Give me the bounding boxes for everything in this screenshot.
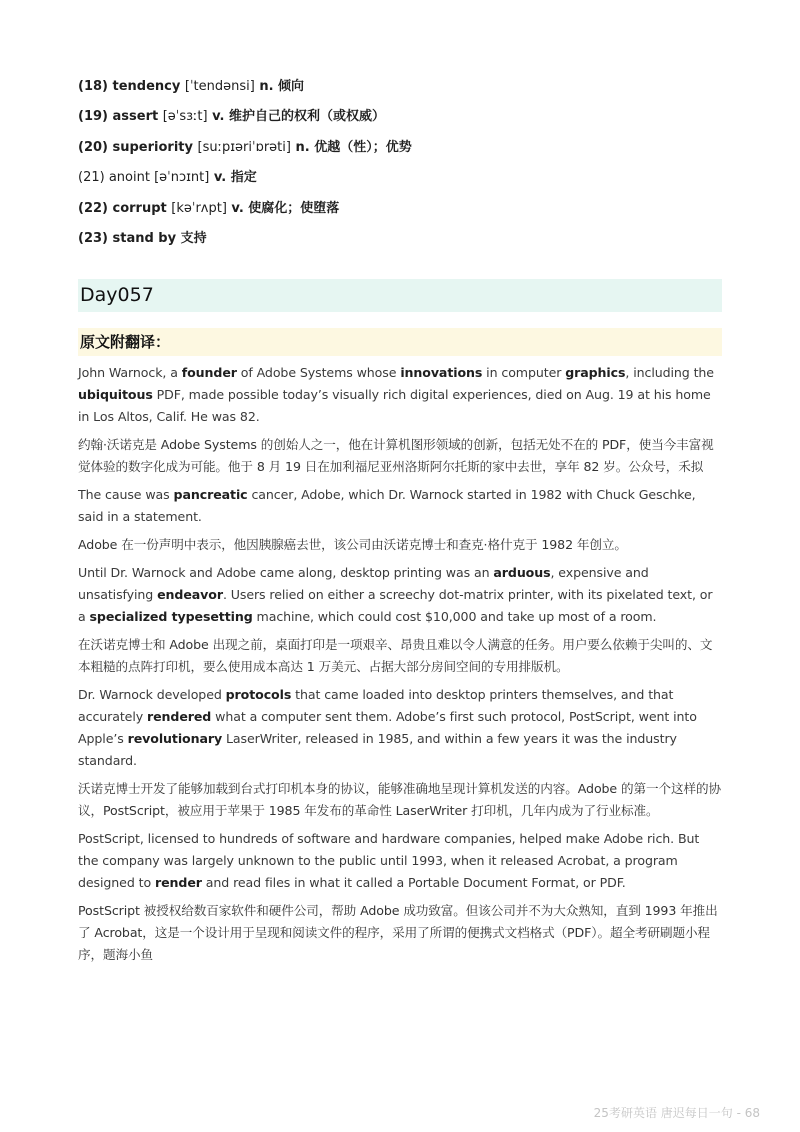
- vocab-word: (19) assert: [78, 109, 163, 125]
- section-heading: 原文附翻译：: [78, 328, 722, 356]
- vocab-definition: n. 倾向: [254, 79, 305, 94]
- day-heading: Day057: [78, 279, 722, 312]
- vocab-phonetic: [kəˈrʌpt]: [171, 200, 227, 216]
- vocab-phonetic: [əˈnɔɪnt]: [154, 170, 210, 186]
- text-run: PostScript 被授权给数百家软件和硬件公司，帮助 Adobe 成功致富。但该公司并不为大众熟知，直到 1993 年推出了 Acrobat，这是一个设计用于呈现和阅读文件的程序，采用了所谓的便携式文档格式（PDF）。超全考研刷题小程序，题海小鱼: [78, 903, 718, 963]
- text-run: Until Dr. Warnock and Adobe came along, desktop printing was an: [78, 565, 494, 581]
- english-paragraph: [78, 362, 722, 428]
- vocab-definition: n. 优越（性）；优势: [290, 139, 412, 155]
- text-run: , expensive and unsatisfying: [78, 565, 649, 603]
- text-run: Adobe 在一份声明中表示，他因胰腺癌去世，该公司由沃诺克博士和查克·格什克于 1982 年创立。: [78, 537, 627, 553]
- text-run: PostScript, licensed to hundreds of software and hardware companies, helped make Adobe rich. But the company was largely unknown to the public until 1993, when it released Acrobat, a program designed to: [78, 831, 700, 891]
- keyword: endeavor: [157, 587, 223, 603]
- vocab-item: [78, 200, 722, 230]
- vocab-item: [78, 230, 722, 260]
- text-run: PDF, made possible today’s visually rich digital experiences, died on Aug. 19 at his home in Los Altos, Calif. He was 82.: [78, 387, 711, 425]
- text-run: machine, which could cost $10,000 and take up most of a room.: [252, 609, 657, 625]
- chinese-translation: [78, 434, 722, 478]
- keyword: specialized typesetting: [89, 609, 253, 625]
- vocab-word: (22) corrupt: [78, 200, 172, 216]
- text-run: 沃诺克博士开发了能够加载到台式打印机本身的协议，能够准确地呈现计算机发送的内容。Adobe 的第一个这样的协议，PostScript，被应用于苹果于 1985 年发布的革命性 LaserWriter 打印机，几年内成为了行业标准。: [78, 781, 721, 819]
- text-run: The cause was: [78, 487, 174, 503]
- text-run: Dr. Warnock developed: [78, 687, 226, 703]
- english-paragraph: [78, 828, 722, 894]
- english-paragraph: [78, 484, 722, 528]
- vocab-word: (18) tendency: [78, 79, 185, 94]
- keyword: ubiquitous: [78, 387, 153, 403]
- vocab-phonetic: [əˈsɜːt]: [162, 109, 208, 125]
- text-run: . Users relied on either a screechy dot-matrix printer, with its pixelated text, or a: [78, 587, 713, 625]
- keyword: revolutionary: [127, 731, 223, 747]
- chinese-translation: [78, 900, 722, 966]
- keyword: protocols: [225, 687, 292, 703]
- vocab-definition: v. 指定: [209, 170, 257, 186]
- text-run: what a computer sent them. Adobe’s first such protocol, PostScript, went into Apple’s: [78, 709, 697, 747]
- vocab-item: [78, 169, 722, 199]
- vocab-word: (21) anoint: [78, 170, 155, 186]
- vocab-item: [78, 108, 722, 138]
- vocab-phonetic: [suːpɪəriˈɒrəti]: [197, 139, 291, 155]
- vocab-phonetic: [ˈtendənsi]: [184, 79, 255, 94]
- keyword: innovations: [400, 365, 483, 381]
- vocab-definition: 支持: [180, 230, 207, 246]
- text-run: of Adobe Systems whose: [236, 365, 401, 381]
- keyword: render: [154, 875, 202, 891]
- vocab-definition: v. 使腐化；使堕落: [226, 200, 340, 216]
- english-paragraph: [78, 684, 722, 772]
- article-body: [78, 362, 722, 966]
- keyword: arduous: [493, 565, 551, 581]
- vocabulary-list: [78, 78, 722, 260]
- text-run: John Warnock, a: [78, 365, 182, 381]
- text-run: 约翰·沃诺克是 Adobe Systems 的创始人之一，他在计算机图形领域的创新，包括无处不在的 PDF，使当今丰富视觉体验的数字化成为可能。他于 8 月 19 日在加利福尼亚州洛斯阿尔托斯的家中去世，享年 82 岁。公众号，禾拟: [78, 437, 714, 475]
- keyword: pancreatic: [173, 487, 248, 503]
- vocab-word: (20) superiority: [78, 139, 198, 155]
- vocab-definition: v. 维护自己的权利（或权威）: [207, 109, 386, 125]
- text-run: in computer: [482, 365, 566, 381]
- keyword: founder: [181, 365, 237, 381]
- vocab-item: [78, 139, 722, 169]
- keyword: rendered: [146, 709, 212, 725]
- text-run: 在沃诺克博士和 Adobe 出现之前，桌面打印是一项艰辛、昂贵且难以令人满意的任务。用户要么依赖于尖叫的、文本粗糙的点阵打印机，要么使用成本高达 1 万美元、占据大部分房间空间的专用排版机。: [78, 637, 713, 675]
- document-page: [78, 78, 722, 966]
- english-paragraph: [78, 562, 722, 628]
- page-footer: 25考研英语 唐迟每日一句 - 68: [593, 1106, 760, 1120]
- text-run: , including the: [625, 365, 714, 381]
- keyword: graphics: [565, 365, 626, 381]
- chinese-translation: [78, 634, 722, 678]
- text-run: cancer, Adobe, which Dr. Warnock started in 1982 with Chuck Geschke, said in a statement.: [78, 487, 696, 525]
- text-run: that came loaded into desktop printers themselves, and that accurately: [78, 687, 674, 725]
- text-run: and read files in what it called a Portable Document Format, or PDF.: [201, 875, 626, 891]
- chinese-translation: [78, 534, 722, 556]
- vocab-word: (23) stand by: [78, 230, 181, 246]
- text-run: LaserWriter, released in 1985, and within a few years it was the industry standard.: [78, 731, 677, 769]
- chinese-translation: [78, 778, 722, 822]
- vocab-item: [78, 78, 722, 108]
